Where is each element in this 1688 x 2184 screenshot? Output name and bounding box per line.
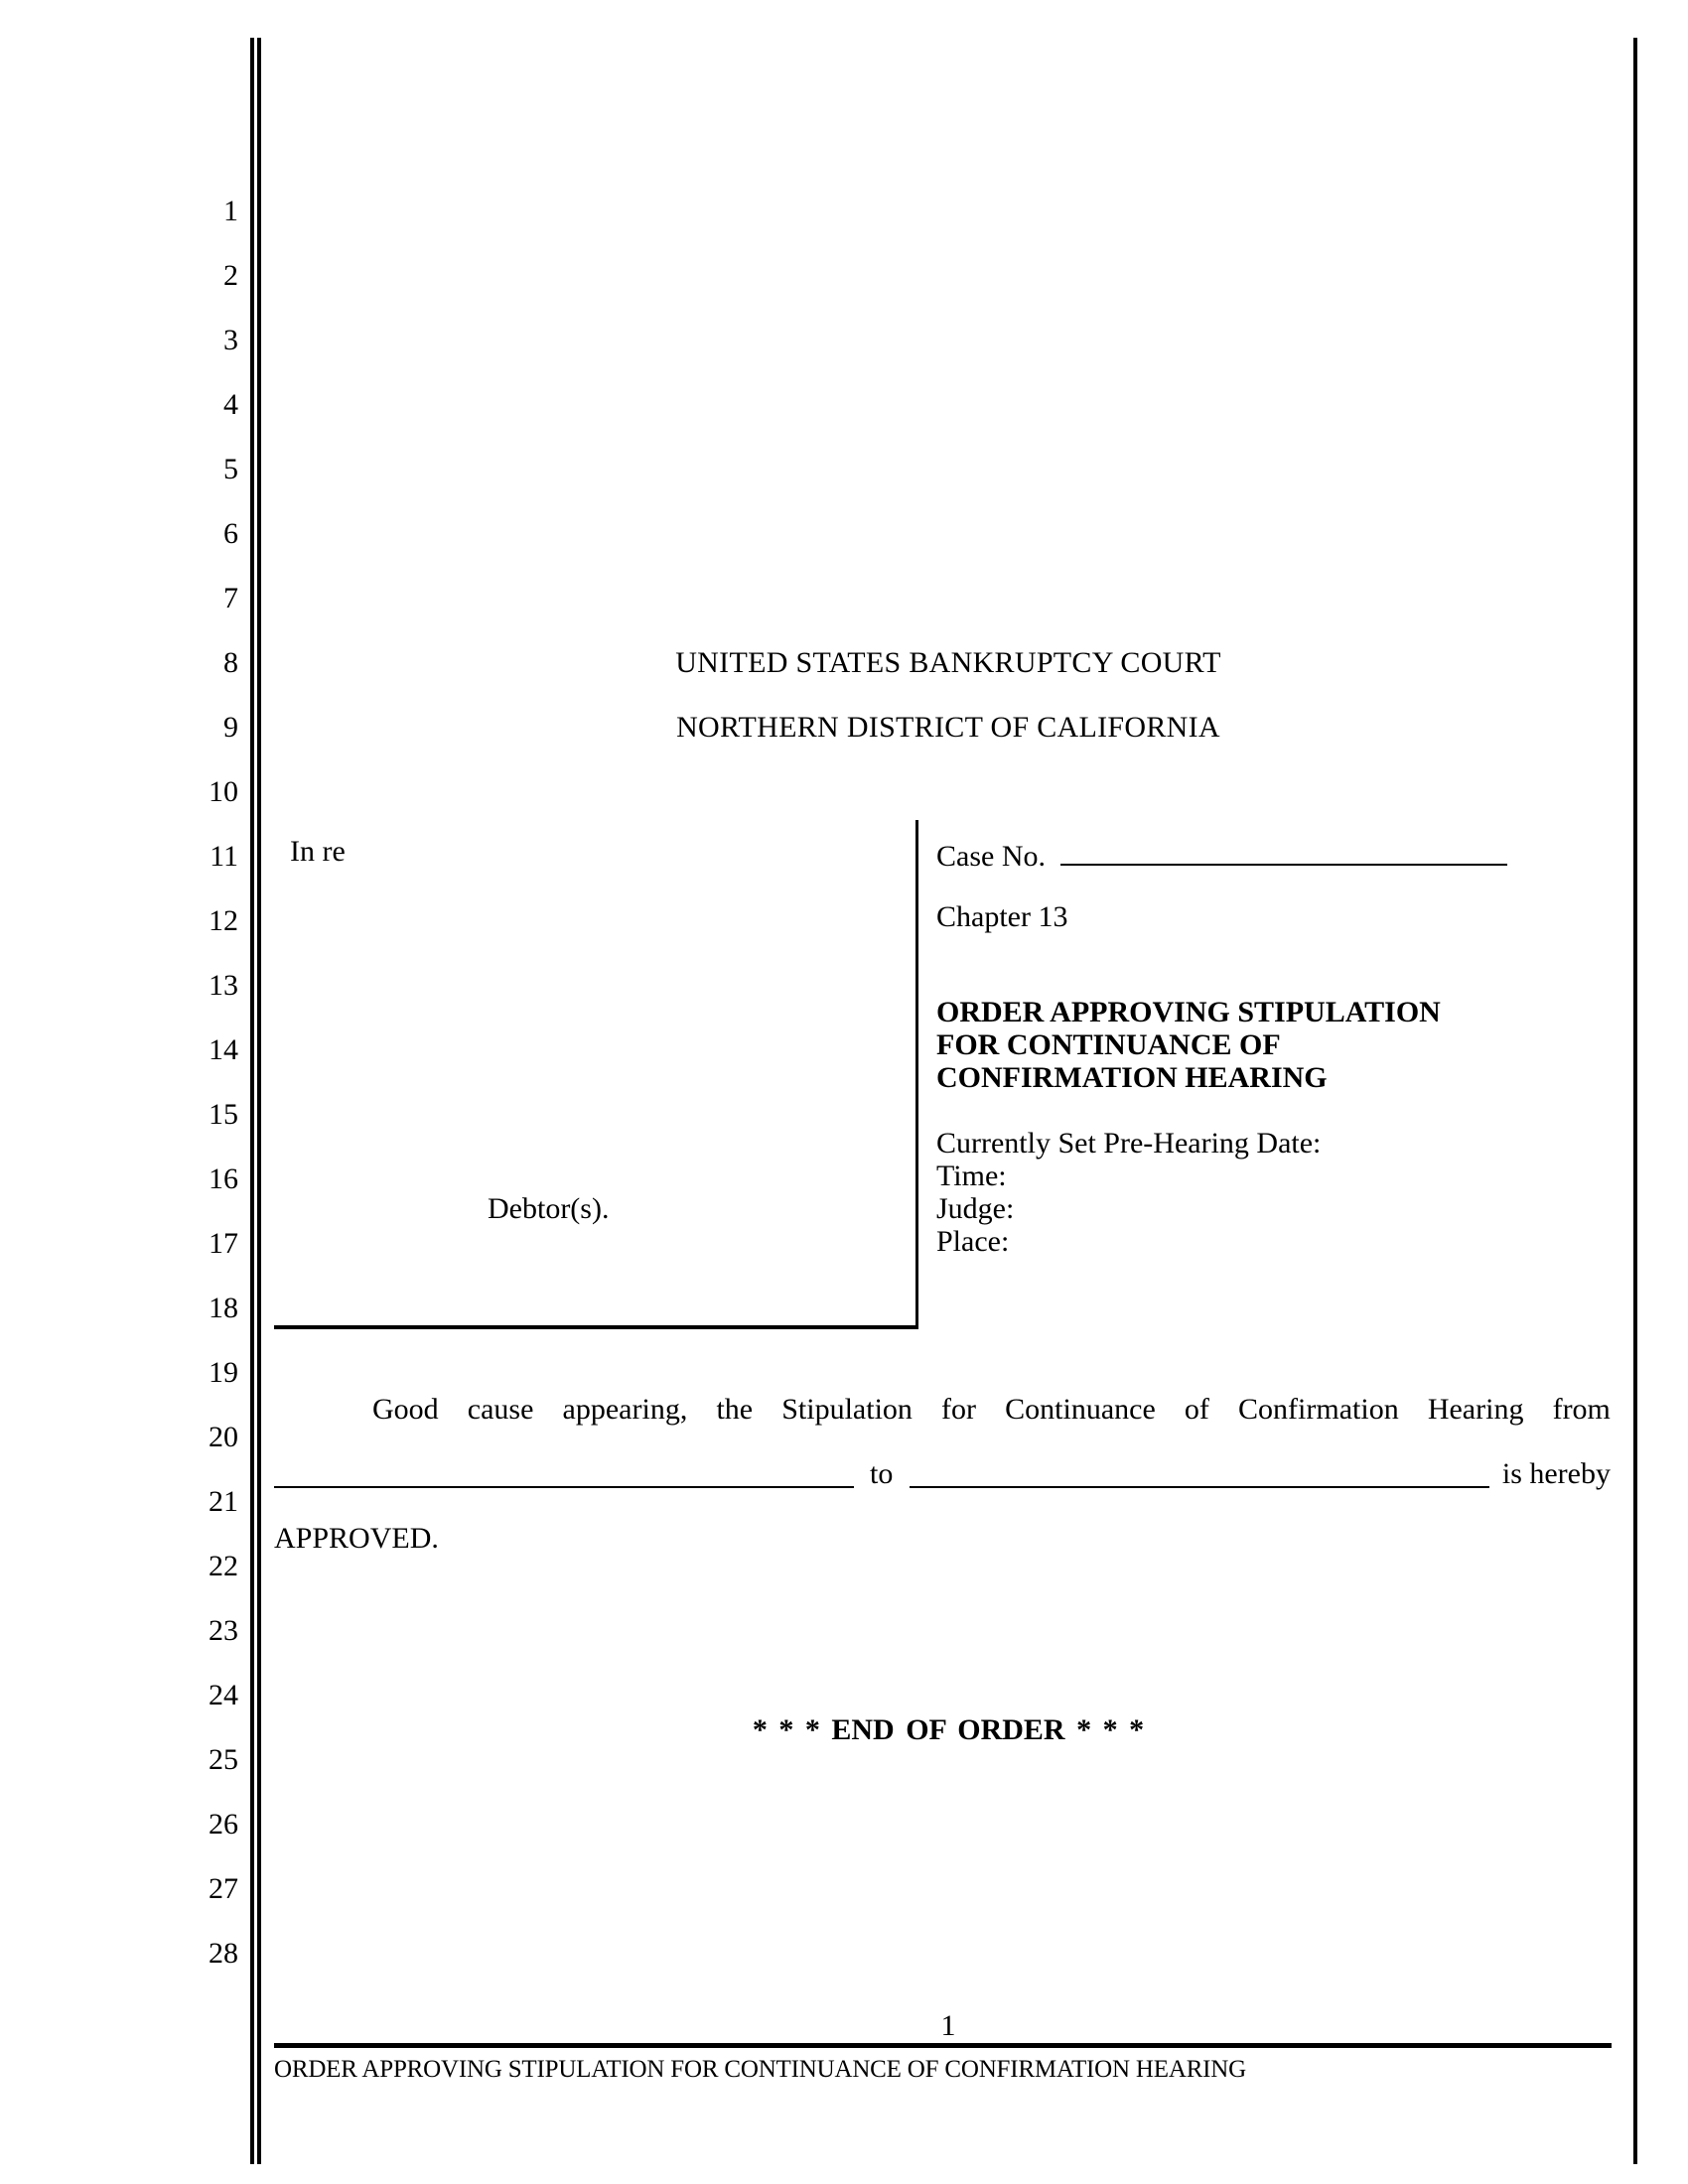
to-date-field[interactable] [910,1456,1489,1488]
case-number-row [936,834,1507,875]
body-word: for [941,1393,977,1426]
end-of-order: * * * END OF ORDER * * * [752,1713,1145,1746]
line-number: 20 [209,1421,238,1453]
hearing-place-label: Place: [936,1225,1010,1258]
body-word: of [1184,1393,1209,1426]
body-word: the [716,1393,754,1426]
line-number: 9 [223,711,238,744]
body-word: appearing, [562,1393,688,1426]
line-number: 24 [209,1679,238,1711]
line-number: 2 [223,259,238,292]
body-word: from [1552,1393,1611,1426]
body-word: Hearing [1427,1393,1524,1426]
court-district: NORTHERN DISTRICT OF CALIFORNIA [676,711,1220,744]
line-number: 7 [223,582,238,614]
body-word: Stipulation [781,1393,913,1426]
right-margin-rule [1633,38,1637,2164]
from-date-field[interactable] [274,1456,854,1488]
pre-hearing-date-label: Currently Set Pre-Hearing Date: [936,1127,1322,1160]
line-number: 14 [209,1033,238,1066]
line-number: 21 [209,1485,238,1518]
line-number: 28 [209,1937,238,1970]
order-title-line: FOR CONTINUANCE OF [936,1028,1281,1061]
line-number: 25 [209,1743,238,1776]
caption-horizontal-rule [274,1325,918,1329]
approved-text: APPROVED. [274,1522,439,1555]
to-word: to [870,1457,894,1490]
line-number: 19 [209,1356,238,1389]
body-word: cause [467,1393,534,1426]
order-title-line: ORDER APPROVING STIPULATION [936,996,1441,1028]
hearing-judge-label: Judge: [936,1192,1015,1225]
hearing-details [936,1127,1321,1258]
line-number: 27 [209,1872,238,1905]
line-number: 3 [223,324,238,356]
body-paragraph-line-2 [274,1456,1611,1496]
court-name: UNITED STATES BANKRUPTCY COURT [675,646,1221,679]
caption-vertical-rule [915,820,918,1328]
line-number: 15 [209,1098,238,1131]
line-number: 23 [209,1614,238,1647]
order-title [936,996,1441,1094]
line-number: 26 [209,1808,238,1841]
line-number: 5 [223,453,238,485]
page-number: 1 [940,2009,956,2042]
left-margin-rule-outer [250,38,254,2164]
in-re-label: In re [290,835,346,868]
line-number: 22 [209,1550,238,1582]
line-number: 11 [210,840,238,873]
debtor-label: Debtor(s). [488,1192,610,1225]
body-word: Good [372,1393,439,1426]
line-number: 17 [209,1227,238,1260]
left-margin-rule-inner [257,38,261,2164]
line-number: 4 [223,388,238,421]
case-number-label: Case No. [936,840,1046,873]
line-number: 18 [209,1292,238,1324]
hearing-time-label: Time: [936,1160,1007,1192]
line-number: 1 [223,195,238,227]
chapter-label: Chapter 13 [936,900,1068,933]
line-number: 13 [209,969,238,1002]
footer-document-title: ORDER APPROVING STIPULATION FOR CONTINUANCE OF CONFIRMATION HEARING [274,2056,1247,2083]
order-title-line: CONFIRMATION HEARING [936,1061,1328,1094]
body-word: Confirmation [1238,1393,1399,1426]
body-paragraph-line-1 [274,1392,1611,1428]
footer-rule [274,2043,1612,2048]
case-number-field[interactable] [1060,834,1507,866]
body-word: Continuance [1005,1393,1156,1426]
line-number: 6 [223,517,238,550]
line-number: 12 [209,904,238,937]
is-hereby-text: is hereby [1501,1457,1611,1490]
line-number: 8 [223,646,238,679]
line-number: 16 [209,1162,238,1195]
line-number: 10 [209,775,238,808]
